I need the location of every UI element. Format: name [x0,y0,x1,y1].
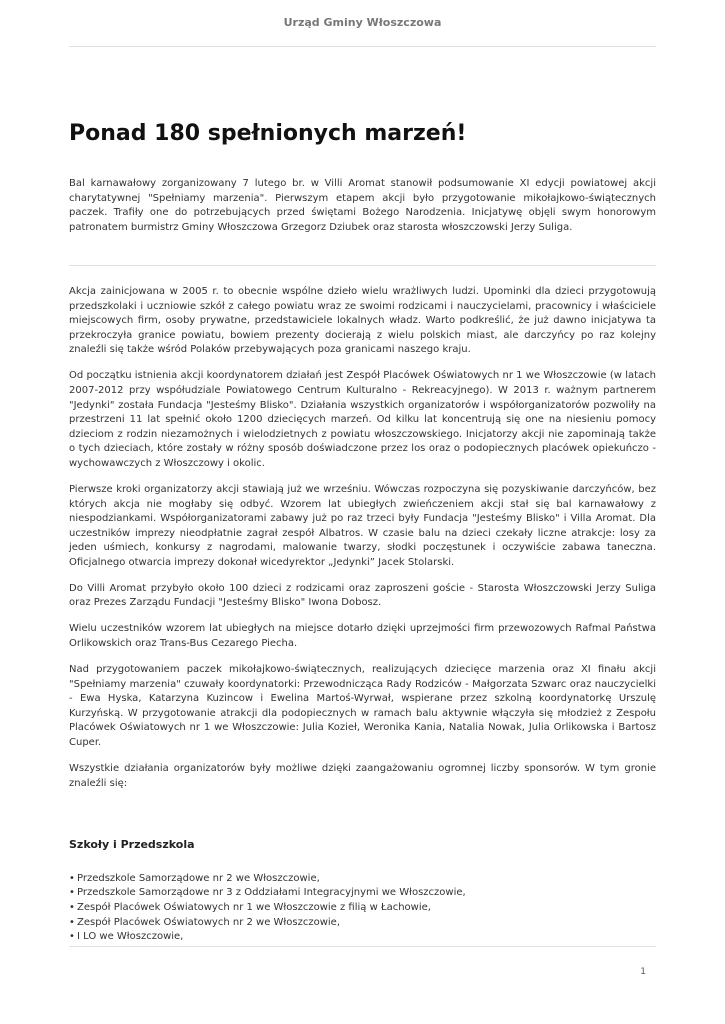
section-heading: Szkoły i Przedszkola [69,838,195,852]
list-item [69,916,656,931]
list-item [69,886,656,901]
footer-divider [69,946,656,947]
paragraph: Od początku istnienia akcji koordynatorem działań jest Zespół Placówek Oświatowych nr 1 we Włoszczowie (w latach 2007-2012 przy współudziale Powiatowego Centrum Kulturalno - Rekreacyjnego). W 2013 r. ważnym partnerem "Jedynki" została Fundacja "Jesteśmy Blisko". Działania wszystkich organizatorów i współorganizatorów pozwoliły na przestrzeni 11 lat spełnić około 1200 dziecięcych marzeń. Od kilku lat koncentrują się one na niesieniu pomocy dzieciom z rodzin niezamożnych i wielodzietnych z powiatu włoszczowskiego. Inicjatorzy akcji nie zapominają także o tych dzieciach, które zostały w różny sposób doświadczone przez los oraz o podopiecznych placówek opiekuńczo - wychowawczych z Włoszczowy i okolic. [69,370,656,469]
article-intro: Bal karnawałowy zorganizowany 7 lutego br. w Villi Aromat stanowił podsumowanie XI edycji powiatowej akcji charytatywnej "Spełniamy marzenia". Pierwszym etapem akcji było przygotowanie mikołajkowo-świątecznych paczek. Trafiły one do potrzebujących przed świętami Bożego Narodzenia. Inicjatywę objęli swym honorowym patronatem burmistrz Gminy Włoszczowa Grzegorz Dziubek oraz starosta włoszczowski Jerzy Suliga. [69,178,656,233]
list-item [69,872,656,887]
paragraph: Wielu uczestników wzorem lat ubiegłych na miejsce dotarło dzięki uprzejmości firm przewozowych Rafmal Państwa Orlikowskich oraz Trans-Bus Cezarego Piecha. [69,623,656,650]
article-body [69,285,656,945]
list-item [69,901,656,916]
article-title: Ponad 180 spełnionych marzeń! [69,121,467,146]
intro-divider [69,265,656,266]
sponsor-list [69,872,656,945]
paragraph: Pierwsze kroki organizatorzy akcji stawiają już we wrześniu. Wówczas rozpoczyna się pozyskiwanie darczyńców, bez których akcja nie mogłaby się odbyć. Wzorem lat ubiegłych zwieńczeniem akcji stał się bal karnawałowy z niespodziankami. Współorganizatorami zabawy już po raz trzeci były Fundacja "Jesteśmy Blisko" i Villa Aromat. Dla uczestników imprezy nieodpłatnie zagrał zespół Albatros. W czasie balu na dzieci czekały liczne atrakcje: losy za jeden uśmiech, konkursy z nagrodami, malowanie twarzy, słodki poczęstunek i oczywiście zabawa taneczna. Oficjalnego otwarcia imprezy dokonał wicedyrektor „Jedynki” Jacek Stolarski. [69,483,656,568]
bullet-icon: • [69,887,75,899]
list-item-text: Przedszkole Samorządowe nr 2 we Włoszczowie, [77,872,320,884]
paragraph: Nad przygotowaniem paczek mikołajkowo-świątecznych, realizujących dziecięce marzenia oraz XI finału akcji "Spełniamy marzenia" czuwały koordynatorki: Przewodnicząca Rady Rodziców - Małgorzata Szwarc oraz nauczycielki - Ewa Hyska, Katarzyna Kuzincow i Ewelina Martoś-Wyrwał, wspierane przez szkolną koordynatorkę Urszulę Kurzyńską. W przygotowanie atrakcji dla podopiecznych w ramach balu aktywnie włączyła się młodzież z Zespołu Placówek Oświatowych nr 1 we Włoszczowie: Julia Kozieł, Weronika Kania, Natalia Nowak, Julia Orlikowska i Bartosz Cuper. [69,664,656,748]
paragraph: Do Villi Aromat przybyło około 100 dzieci z rodzicami oraz zaproszeni goście - Starosta Włoszczowski Jerzy Suliga oraz Prezes Zarządu Fundacji "Jesteśmy Blisko" Iwona Dobosz. [69,582,656,609]
list-item-text: Zespół Placówek Oświatowych nr 2 we Włoszczowie, [77,916,341,928]
site-header: Urząd Gminy Włoszczowa [283,16,442,29]
header-divider [69,46,656,47]
bullet-icon: • [69,931,75,943]
page-number: 1 [640,967,646,977]
paragraph: Wszystkie działania organizatorów były możliwe dzięki zaangażowaniu ogromnej liczby sponsorów. W tym gronie znaleźli się: [69,762,656,789]
list-item-text: I LO we Włoszczowie, [77,931,184,943]
bullet-icon: • [69,916,75,928]
list-item [69,930,656,945]
bullet-icon: • [69,872,75,884]
paragraph: Akcja zainicjowana w 2005 r. to obecnie wspólne dzieło wielu wrażliwych ludzi. Upominki dla dzieci przygotowują przedszkolaki i uczniowie szkół z całego powiatu wraz ze swoimi rodzicami i nauczycielami, pracownicy i właściciele miejscowych firm, osoby prywatne, przedstawiciele lokalnych władz. Warto podkreślić, że już dawno inicjatywa ta przekroczyła granice powiatu, bowiem prezenty docierają z wielu polskich miast, ale darczyńcy po raz kolejny znaleźli się także wśród Polaków przebywających poza granicami naszego kraju. [69,286,656,356]
list-item-text: Przedszkole Samorządowe nr 3 z Oddziałami Integracyjnymi we Włoszczowie, [77,887,466,899]
list-item-text: Zespół Placówek Oświatowych nr 1 we Włoszczowie z filią w Łachowie, [77,901,431,913]
bullet-icon: • [69,901,75,913]
